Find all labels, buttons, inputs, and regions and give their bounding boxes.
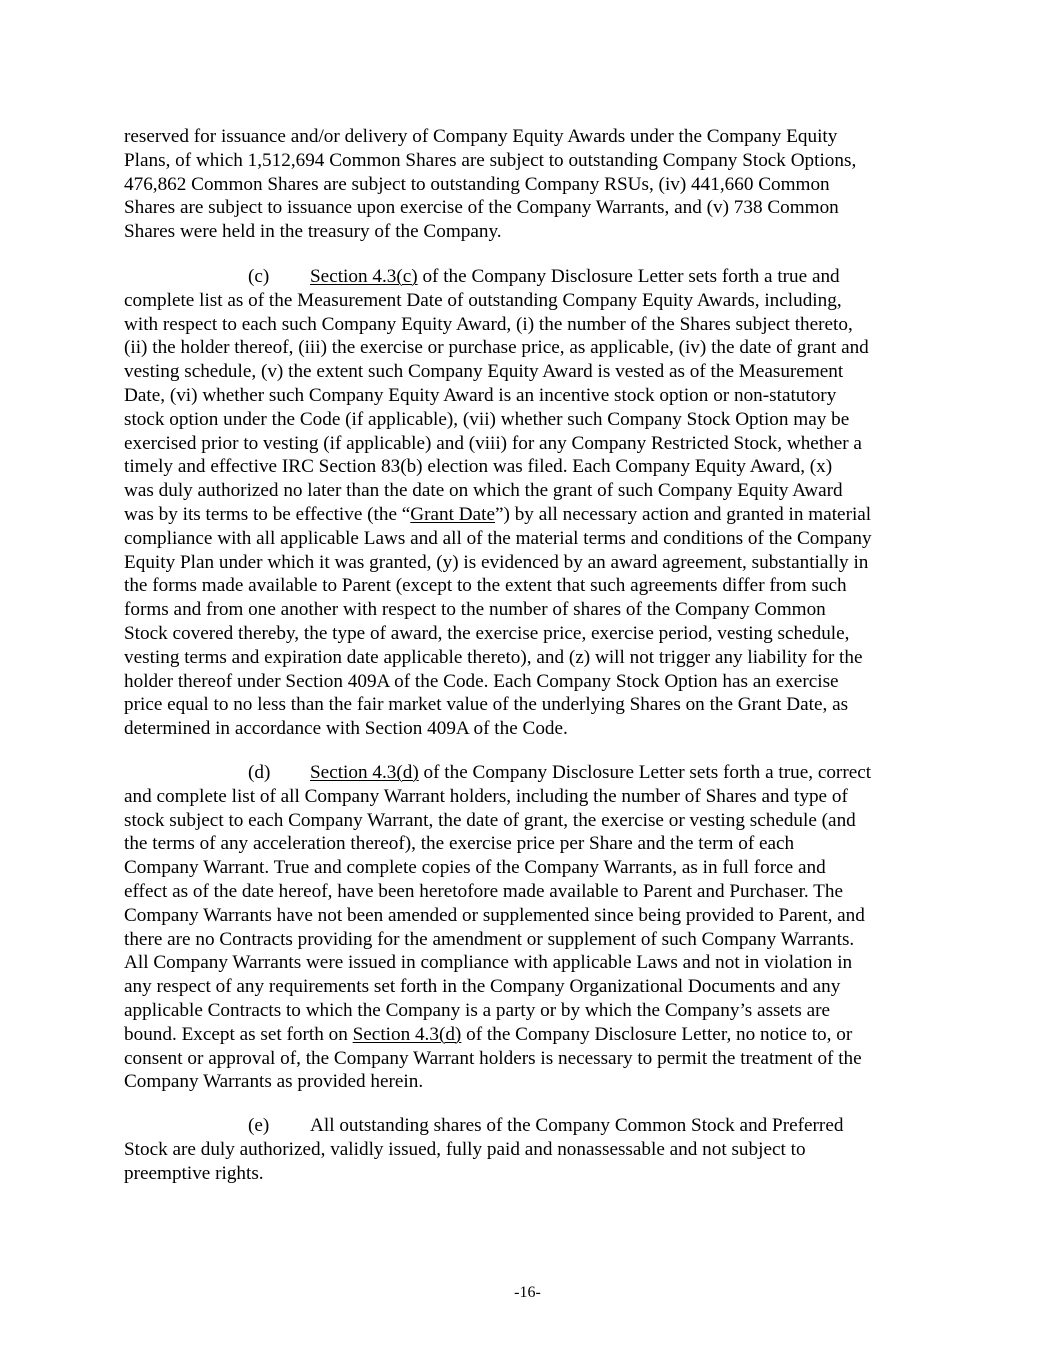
text-line: reserved for issuance and/or delivery of Company Equity Awards under the Company Equity <box>124 126 838 147</box>
text-line: was duly authorized no later than the date on which the grant of such Company Equity Award <box>124 480 843 502</box>
text-line: Stock are duly authorized, validly issued, fully paid and nonassessable and not subject to <box>124 1138 806 1160</box>
paragraph-c-first-line-text: of the Company Disclosure Letter sets forth a true and <box>417 266 840 287</box>
text-line: Plans, of which 1,512,694 Common Shares are subject to outstanding Company Stock Options, <box>124 149 857 171</box>
paragraph-c-marker: (c) <box>248 266 270 287</box>
paragraph-d-first-line <box>124 761 932 785</box>
text-line: determined in accordance with Section 409A of the Code. <box>124 718 568 740</box>
text-line: and complete list of all Company Warrant holders, including the number of Shares and type of <box>124 785 848 807</box>
paragraph-c <box>124 265 932 741</box>
paragraph-e-first-line-text: All outstanding shares of the Company Common Stock and Preferred <box>310 1115 844 1136</box>
text-line: exercised prior to vesting (if applicable) and (viii) for any Company Restricted Stock, whether a <box>124 432 862 454</box>
text-line: price equal to no less than the fair market value of the underlying Shares on the Grant Date, as <box>124 694 849 716</box>
paragraph-c-first-line <box>124 265 932 289</box>
text-line: applicable Contracts to which the Company is a party or by which the Company’s assets are <box>124 999 831 1021</box>
paragraph-c-body-a <box>124 289 932 503</box>
section-4-3-c-reference: Section 4.3(c) <box>310 266 418 287</box>
section-4-3-d-second-reference: Section 4.3(d) <box>352 1023 462 1045</box>
paragraph-d-first-line-text: of the Company Disclosure Letter sets forth a true, correct <box>418 762 872 783</box>
paragraph-e <box>124 1114 932 1185</box>
section-4-3-d-second-ref-line <box>124 1023 932 1047</box>
text-line: Company Warrant. True and complete copies of the Company Warrants, as in full force and <box>124 857 826 879</box>
text-line: vesting schedule, (v) the extent such Company Equity Award is vested as of the Measurement <box>124 361 844 383</box>
text-line: (ii) the holder thereof, (iii) the exercise or purchase price, as applicable, (iv) the date of grant and <box>124 337 869 359</box>
text-line: stock option under the Code (if applicable), (vii) whether such Company Stock Option may be <box>124 408 850 430</box>
paragraph-e-body <box>124 1138 932 1186</box>
paragraph-c-body-b <box>124 527 932 741</box>
text-line: there are no Contracts providing for the amendment or supplement of such Company Warrants. <box>124 928 855 950</box>
intro-paragraph <box>124 125 932 244</box>
text-line: effect as of the date hereof, have been heretofore made available to Parent and Purchaser. The <box>124 880 844 902</box>
paragraph-d-body-b <box>124 1047 932 1095</box>
text-line: Date, (vi) whether such Company Equity Award is an incentive stock option or non-statutory <box>124 384 837 406</box>
text-line: forms and from one another with respect to the number of shares of the Company Common <box>124 599 826 621</box>
text-line: Company Warrants have not been amended or supplemented since being provided to Parent, and <box>124 904 865 926</box>
grant-date-term: Grant Date <box>410 503 496 525</box>
ref-line-before: bound. Except as set forth on <box>124 1023 353 1045</box>
text-line: with respect to each such Company Equity Award, (i) the number of the Shares subject thereto, <box>124 313 853 335</box>
text-line: Equity Plan under which it was granted, (y) is evidenced by an award agreement, substantially in <box>124 551 869 573</box>
ref-line-after: of the Company Disclosure Letter, no notice to, or <box>461 1023 853 1045</box>
paragraph-e-first-line <box>124 1114 932 1138</box>
page-number: -16- <box>514 1284 541 1301</box>
text-line: Stock covered thereby, the type of award, the exercise price, exercise period, vesting schedule, <box>124 622 850 644</box>
text-line: Shares were held in the treasury of the Company. <box>124 221 502 243</box>
text-line: All Company Warrants were issued in compliance with applicable Laws and not in violation in <box>124 952 853 974</box>
paragraph-d <box>124 761 932 1094</box>
text-line: Company Warrants as provided herein. <box>124 1071 424 1093</box>
text-line: compliance with all applicable Laws and all of the material terms and conditions of the Company <box>124 527 872 549</box>
paragraph-d-marker: (d) <box>248 762 271 783</box>
text-line: preemptive rights. <box>124 1162 264 1184</box>
text-line: 476,862 Common Shares are subject to outstanding Company RSUs, (iv) 441,660 Common <box>124 173 830 195</box>
grant-date-line-before: was by its terms to be effective (the “ <box>124 503 411 525</box>
text-line: the terms of any acceleration thereof), the exercise price per Share and the term of each <box>124 833 795 855</box>
text-line: consent or approval of, the Company Warrant holders is necessary to permit the treatment of the <box>124 1047 862 1069</box>
text-line: any respect of any requirements set forth in the Company Organizational Documents and any <box>124 976 841 998</box>
text-line: Shares are subject to issuance upon exercise of the Company Warrants, and (v) 738 Common <box>124 197 839 219</box>
text-line: the forms made available to Parent (except to the extent that such agreements differ from such <box>124 575 847 597</box>
section-4-3-d-reference: Section 4.3(d) <box>310 762 419 783</box>
text-line: holder thereof under Section 409A of the Code. Each Company Stock Option has an exercise <box>124 670 839 692</box>
grant-date-line-after: ”) by all necessary action and granted in material <box>495 503 872 525</box>
text-line: timely and effective IRC Section 83(b) election was filed. Each Company Equity Award, (x) <box>124 456 833 478</box>
text-line: complete list as of the Measurement Date of outstanding Company Equity Awards, including, <box>124 289 842 311</box>
paragraph-d-body-a <box>124 785 932 1023</box>
text-line: stock subject to each Company Warrant, the date of grant, the exercise or vesting schedule (and <box>124 809 856 831</box>
text-line: vesting terms and expiration date applicable thereto), and (z) will not trigger any liability for the <box>124 646 863 668</box>
paragraph-e-marker: (e) <box>248 1115 270 1136</box>
grant-date-line <box>124 503 932 527</box>
